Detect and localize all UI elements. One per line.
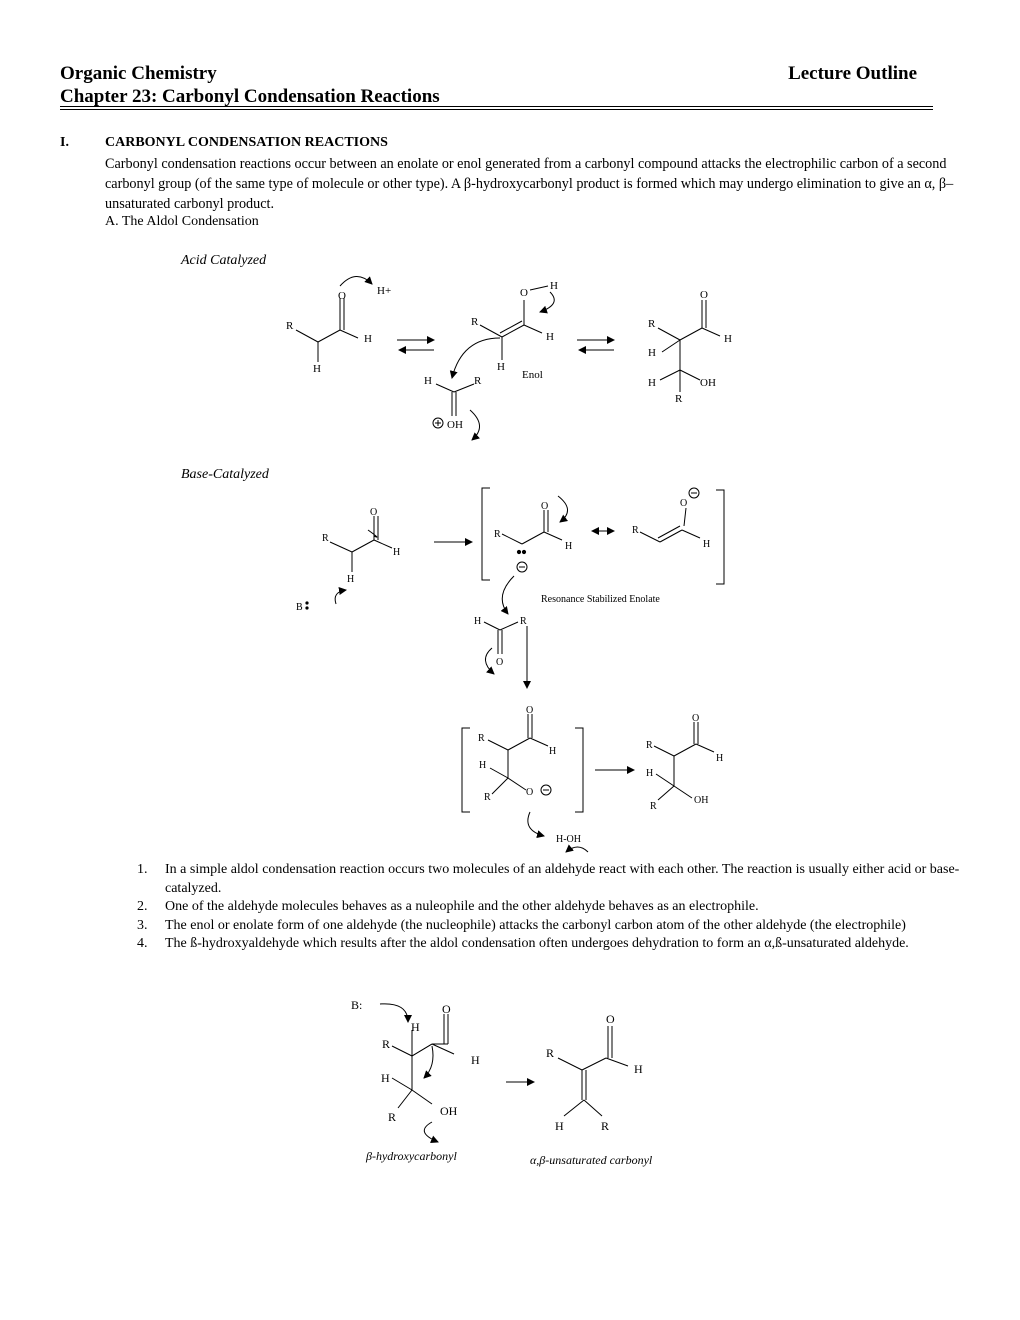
svg-text:H: H	[424, 375, 432, 387]
enol-structure	[480, 286, 548, 360]
base-electrophile	[484, 622, 518, 654]
svg-text:H: H	[716, 753, 724, 764]
svg-text:H: H	[648, 377, 656, 389]
svg-text:H: H	[364, 333, 372, 345]
beta-hydroxycarbonyl	[392, 1014, 454, 1108]
list-item: 1. In a simple aldol condensation reaction occurs two molecules of an aldehyde react with each other. The reaction is usually either acid or base-catalyzed.	[137, 862, 960, 896]
svg-text:O: O	[541, 501, 549, 512]
subsection-title: A. The Aldol Condensation	[105, 214, 259, 229]
svg-text:H: H	[555, 1119, 564, 1133]
svg-text:O: O	[692, 713, 700, 724]
oh-plus: OH	[447, 419, 463, 431]
svg-text:O: O	[700, 289, 708, 301]
svg-text:H: H	[347, 574, 355, 585]
base-aldehyde	[330, 516, 392, 572]
svg-text:H: H	[393, 547, 401, 558]
svg-text:R: R	[322, 533, 329, 544]
svg-text:R: R	[388, 1110, 397, 1124]
base-aldol-product	[654, 722, 714, 800]
water-label: H-OH	[556, 834, 581, 845]
svg-text:R: R	[286, 320, 294, 332]
svg-text:R: R	[382, 1037, 391, 1051]
acid-catalyzed-label: Acid Catalyzed	[181, 253, 267, 268]
svg-text:H: H	[634, 1062, 643, 1076]
svg-text:R: R	[471, 316, 479, 328]
svg-text:R: R	[601, 1119, 610, 1133]
svg-text:O: O	[442, 1002, 451, 1016]
svg-text:O: O	[520, 287, 528, 299]
dehydration-base: B:	[351, 998, 363, 1012]
svg-text:O: O	[370, 507, 378, 518]
svg-text:H: H	[550, 280, 558, 292]
svg-text:R: R	[675, 393, 683, 405]
svg-text:H: H	[648, 347, 656, 359]
enolate-carbanion	[502, 510, 562, 572]
svg-text:O: O	[606, 1012, 615, 1026]
alpha-beta-unsaturated	[558, 1026, 628, 1116]
section-intro: Carbonyl condensation reactions occur between an enolate or enol generated from a carbonyl compound attacks the electrophilic carbon of a second carbonyl group (of the same type of molecule or other type). A β-hydroxycarbonyl product is formed which may undergo elimination to give an α, β– unsaturated carbonyl product.	[105, 156, 954, 212]
svg-text:H: H	[497, 361, 505, 373]
svg-text:R: R	[474, 375, 482, 387]
list-item: 3. The enol or enolate form of one aldehyde (the nucleophile) attacks the carbonyl carbon atom of the other aldehyde (the electrophile)	[137, 917, 906, 933]
svg-text:H: H	[565, 541, 573, 552]
svg-text:R: R	[546, 1046, 555, 1060]
course-title: Organic Chemistry	[60, 63, 217, 84]
svg-text:H: H	[549, 746, 557, 757]
svg-text:H: H	[411, 1020, 420, 1034]
svg-text:O: O	[680, 498, 688, 509]
svg-text:H: H	[479, 760, 487, 771]
list-item: 4. The ß-hydroxyaldehyde which results after the aldol condensation often undergoes dehydration to form an α,ß-unsaturated aldehyde.	[137, 936, 909, 951]
svg-text:O: O	[338, 290, 346, 302]
caption-beta-hydroxy: β-hydroxycarbonyl	[366, 1149, 457, 1163]
section-title: CARBONYL CONDENSATION REACTIONS	[105, 135, 388, 150]
numbered-points	[137, 861, 967, 954]
svg-text:O: O	[496, 657, 504, 668]
base-symbol: B	[296, 602, 303, 613]
acid-reagent: H+	[377, 285, 392, 297]
svg-text:O: O	[526, 787, 534, 798]
svg-text:R: R	[520, 616, 527, 627]
chapter-title: Chapter 23: Carbonyl Condensation Reactions	[60, 86, 440, 107]
resonance-label: Resonance Stabilized Enolate	[541, 594, 660, 605]
svg-text:OH: OH	[694, 795, 709, 806]
svg-text:O: O	[526, 705, 534, 716]
svg-text:OH: OH	[700, 377, 716, 389]
svg-text:R: R	[494, 529, 501, 540]
curved-arrow	[340, 276, 372, 286]
svg-text:H: H	[474, 616, 482, 627]
enol-label: Enol	[522, 369, 543, 381]
caption-unsaturated: α,β-unsaturated carbonyl	[530, 1153, 653, 1167]
list-item: 2. One of the aldehyde molecules behaves as a nuleophile and the other aldehyde behaves as an electrophile.	[137, 899, 759, 914]
svg-text:R: R	[484, 792, 491, 803]
svg-text:OH: OH	[440, 1104, 458, 1118]
svg-text:H: H	[381, 1071, 390, 1085]
svg-text:H: H	[646, 768, 654, 779]
section-numeral: I.	[60, 135, 69, 150]
base-catalyzed-label: Base-Catalyzed	[181, 467, 269, 482]
svg-text:H: H	[546, 331, 554, 343]
svg-text:R: R	[478, 733, 485, 744]
svg-text:R: R	[648, 318, 656, 330]
svg-text:R: R	[632, 525, 639, 536]
acid-aldehyde	[296, 298, 358, 362]
svg-text:H: H	[724, 333, 732, 345]
svg-text:H: H	[703, 539, 711, 550]
svg-text:R: R	[650, 801, 657, 812]
doc-type: Lecture Outline	[788, 63, 917, 84]
svg-text:R: R	[646, 740, 653, 751]
alkoxide-intermediate	[488, 714, 551, 795]
svg-text:H: H	[313, 363, 321, 375]
enolate-oxyanion	[640, 488, 700, 542]
svg-text:H: H	[471, 1053, 480, 1067]
